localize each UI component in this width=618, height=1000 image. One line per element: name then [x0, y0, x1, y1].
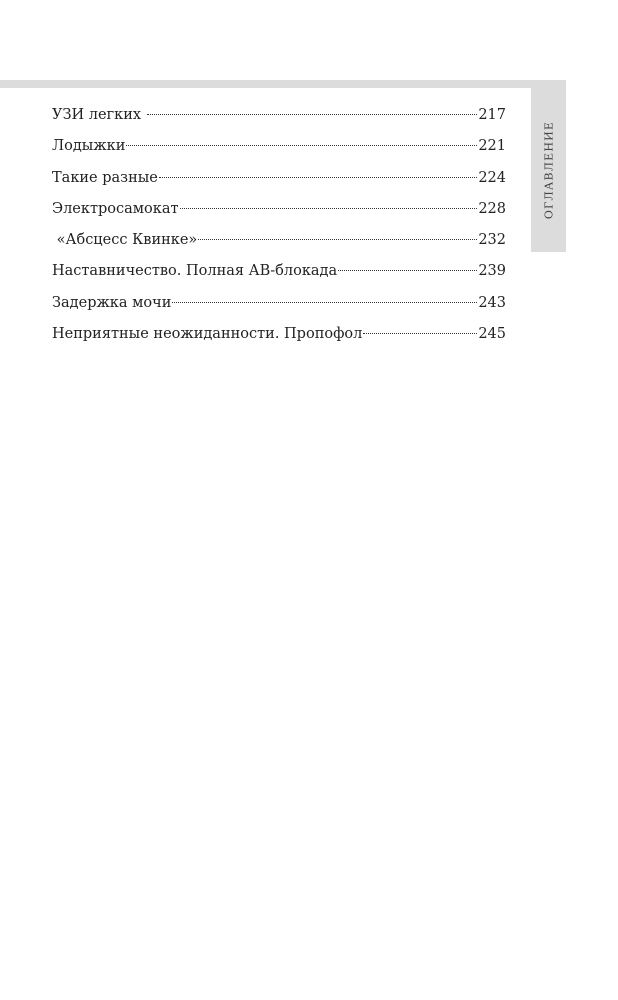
toc-entry-page: 228 [478, 200, 506, 217]
toc-entry-page: 221 [478, 138, 506, 155]
toc-entry[interactable] [52, 256, 506, 287]
toc-entry-title: Лодыжки [52, 138, 126, 155]
toc-dot-leader [159, 177, 477, 178]
header-band [0, 80, 566, 88]
toc-entry-page: 239 [478, 263, 506, 280]
toc-entry-title: Неприятные неожиданности. Пропофол [52, 326, 363, 343]
toc-entry-page: 217 [478, 107, 506, 123]
toc-entry[interactable] [52, 225, 506, 256]
toc-entry[interactable] [52, 194, 506, 225]
toc-dot-leader [198, 239, 477, 240]
toc-entry-title: Электросамокат [52, 200, 179, 217]
toc-dot-leader [363, 333, 477, 334]
toc-dot-leader [180, 208, 478, 209]
toc-entry-page: 243 [478, 294, 506, 311]
toc-dot-leader [147, 114, 478, 115]
toc-entry-title: Задержка мочи [52, 294, 172, 311]
toc-entry[interactable] [52, 319, 506, 350]
toc-dot-leader [338, 270, 477, 271]
toc-entry[interactable] [52, 288, 506, 319]
toc-dot-leader [172, 302, 477, 303]
toc-dot-leader [126, 145, 477, 146]
toc-entry-title: Такие разные [52, 169, 158, 186]
toc-entry-title: «Абсцесс Квинке» [52, 232, 198, 249]
toc-entry-page: 224 [478, 169, 506, 186]
toc-entry[interactable] [52, 100, 506, 131]
toc-entry-page: 232 [478, 232, 506, 249]
table-of-contents [52, 100, 506, 350]
toc-entry-title: УЗИ легких [52, 107, 146, 123]
toc-entry[interactable] [52, 163, 506, 194]
section-tab-label: ОГЛАВЛЕНИЕ [542, 120, 555, 220]
toc-entry-page: 245 [478, 326, 506, 343]
toc-entry-title: Наставничество. Полная АВ-блокада [52, 263, 338, 280]
section-tab [531, 88, 566, 252]
toc-entry[interactable] [52, 131, 506, 162]
